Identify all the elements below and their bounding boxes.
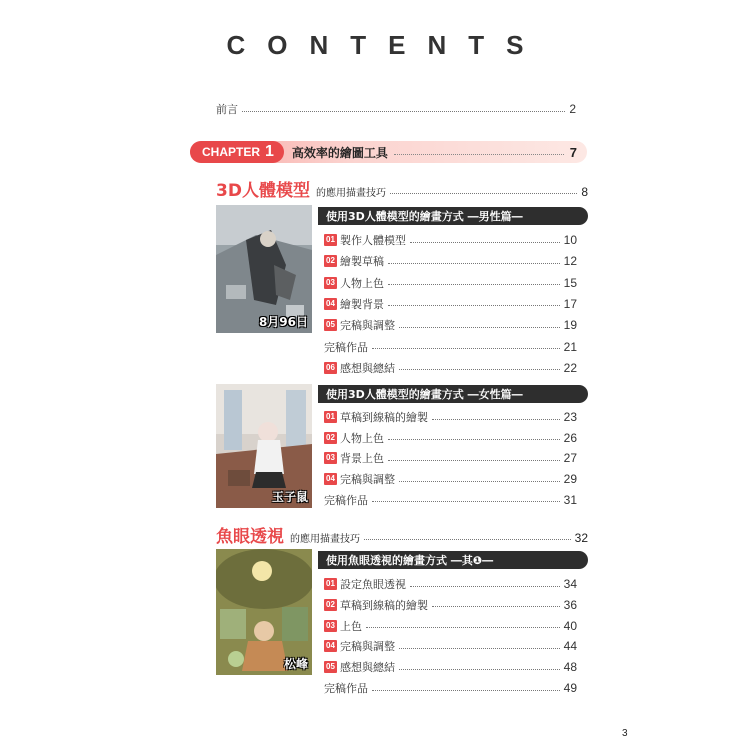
toc-entry[interactable] <box>324 296 577 312</box>
toc-entry-page: 44 <box>563 639 577 654</box>
dot-leader <box>388 284 560 285</box>
dot-leader <box>372 501 560 502</box>
chapter-heading[interactable] <box>190 141 587 163</box>
toc-entry-label: 完稿作品 <box>324 493 368 507</box>
toc-entry-label: 背景上色 <box>340 452 384 466</box>
dot-leader <box>399 648 560 649</box>
illustration-thumbnail-male <box>216 205 312 333</box>
step-number-badge: 02 <box>324 599 337 611</box>
toc-entry-page: 21 <box>563 339 577 354</box>
section-subtitle: 的應用描畫技巧 <box>290 534 360 545</box>
toc-entry-label: 草稿到線稿的繪製 <box>340 598 428 612</box>
artist-name: 玉子鼠 <box>271 490 308 504</box>
step-number-badge: 04 <box>324 640 337 652</box>
toc-entry-preface[interactable] <box>216 101 576 117</box>
section-title: 3D人體模型 <box>216 181 310 201</box>
section-subtitle: 的應用描畫技巧 <box>315 188 386 199</box>
toc-entry-label: 前言 <box>216 103 238 116</box>
page-title: CONTENTS <box>226 30 546 60</box>
chapter-badge <box>190 141 284 163</box>
toc-entry[interactable] <box>324 409 577 425</box>
step-number-badge: 01 <box>324 411 337 423</box>
toc-entry[interactable] <box>324 317 577 333</box>
step-number-badge: 01 <box>324 578 337 590</box>
toc-entry[interactable] <box>324 232 577 248</box>
toc-entry[interactable] <box>324 450 577 466</box>
dot-leader <box>399 327 560 328</box>
toc-entry-label: 感想與總結 <box>340 661 395 675</box>
page-number: 3 <box>622 728 628 739</box>
dot-leader <box>388 263 560 264</box>
toc-entry-label: 繪製背景 <box>340 297 384 311</box>
dot-leader <box>366 627 560 628</box>
dot-leader <box>388 460 560 461</box>
toc-entry[interactable] <box>324 597 577 613</box>
toc-entry-page: 31 <box>563 492 577 507</box>
toc-entry-page: 34 <box>563 577 577 591</box>
chapter-page: 7 <box>569 144 577 160</box>
toc-entry[interactable] <box>324 492 577 508</box>
step-number-badge: 04 <box>324 473 337 485</box>
illustration-thumbnail-fisheye <box>216 549 312 675</box>
toc-entry[interactable] <box>324 659 577 675</box>
dot-leader <box>432 606 560 607</box>
dot-leader <box>410 242 560 243</box>
section-page: 32 <box>574 531 588 545</box>
step-number-badge: 03 <box>324 277 337 289</box>
toc-entry[interactable] <box>324 680 577 696</box>
dot-leader <box>388 439 560 440</box>
step-number-badge: 04 <box>324 298 337 310</box>
dot-leader <box>372 348 560 349</box>
toc-entry-page: 22 <box>563 360 577 375</box>
step-number-badge: 06 <box>324 362 337 374</box>
method-heading-female[interactable]: 使用3D人體模型的繪畫方式 ―女性篇― <box>318 385 588 403</box>
toc-entry-label: 人物上色 <box>340 276 384 290</box>
toc-entry-page: 23 <box>563 410 577 424</box>
toc-entry-label: 製作人體模型 <box>340 234 406 247</box>
toc-entry[interactable] <box>324 638 577 654</box>
toc-entry-page: 10 <box>563 233 577 247</box>
step-number-badge: 03 <box>324 452 337 464</box>
step-number-badge: 03 <box>324 620 337 632</box>
toc-entry-label: 草稿到線稿的繪製 <box>340 411 428 424</box>
toc-entry[interactable] <box>324 253 577 269</box>
toc-entry[interactable] <box>324 339 577 355</box>
dot-leader <box>390 193 577 194</box>
dot-leader <box>388 305 560 306</box>
toc-entry-label: 完稿作品 <box>324 340 368 354</box>
step-number-badge: 02 <box>324 255 337 267</box>
dot-leader <box>242 111 565 112</box>
artist-name: 松峰 <box>283 657 308 671</box>
toc-entry-label: 人物上色 <box>340 431 384 445</box>
toc-entry-page: 2 <box>569 102 576 116</box>
toc-entry[interactable] <box>324 360 577 376</box>
dot-leader <box>394 154 564 155</box>
toc-entry-page: 26 <box>563 430 577 445</box>
step-number-badge: 02 <box>324 432 337 444</box>
illustration-thumbnail-female <box>216 384 312 508</box>
toc-entry-page: 15 <box>563 275 577 290</box>
toc-entry[interactable] <box>324 430 577 446</box>
toc-entry-label: 感想與總結 <box>340 361 395 375</box>
toc-entry-page: 27 <box>563 451 577 466</box>
toc-entry[interactable] <box>324 471 577 487</box>
toc-entry-label: 完稿與調整 <box>340 473 395 487</box>
dot-leader <box>399 669 560 670</box>
dot-leader <box>399 369 560 370</box>
toc-entry-label: 設定魚眼透視 <box>340 578 406 591</box>
section-page: 8 <box>581 185 588 199</box>
chapter-title: 高效率的繪圖工具 <box>291 145 388 160</box>
toc-entry-label: 繪製草稿 <box>340 255 384 269</box>
dot-leader <box>372 690 560 691</box>
dot-leader <box>399 481 560 482</box>
method-heading-fisheye[interactable]: 使用魚眼透視的繪畫方式 ―其❶― <box>318 551 588 569</box>
toc-entry-page: 29 <box>563 472 577 487</box>
method-heading-male[interactable]: 使用3D人體模型的繪畫方式 ―男性篇― <box>318 207 588 225</box>
chapter-badge-label: CHAPTER <box>202 145 261 159</box>
dot-leader <box>432 419 560 420</box>
toc-entry-page: 12 <box>563 254 577 269</box>
dot-leader <box>364 539 571 540</box>
toc-entry-page: 17 <box>563 296 577 311</box>
toc-entry-page: 40 <box>563 618 577 633</box>
toc-entry-page: 19 <box>563 318 577 333</box>
toc-entry-page: 36 <box>563 597 577 612</box>
step-number-badge: 05 <box>324 319 337 331</box>
toc-entry[interactable] <box>324 275 577 291</box>
toc-entry[interactable] <box>324 576 577 592</box>
toc-entry-label: 完稿作品 <box>324 682 368 695</box>
section-heading-3d-model[interactable] <box>216 176 588 201</box>
toc-entry-page: 49 <box>563 681 577 695</box>
chapter-number: 1 <box>265 143 274 160</box>
section-title: 魚眼透視 <box>216 527 284 547</box>
step-number-badge: 05 <box>324 661 337 673</box>
step-number-badge: 01 <box>324 234 337 246</box>
toc-entry-label: 完稿與調整 <box>340 640 395 654</box>
dot-leader <box>410 586 560 587</box>
toc-entry-label: 完稿與調整 <box>340 319 395 333</box>
toc-entry-label: 上色 <box>340 619 362 633</box>
artist-name: 8月96日 <box>258 315 308 329</box>
toc-entry-page: 48 <box>563 660 577 675</box>
section-heading-fisheye[interactable] <box>216 522 588 547</box>
toc-entry[interactable] <box>324 618 577 634</box>
